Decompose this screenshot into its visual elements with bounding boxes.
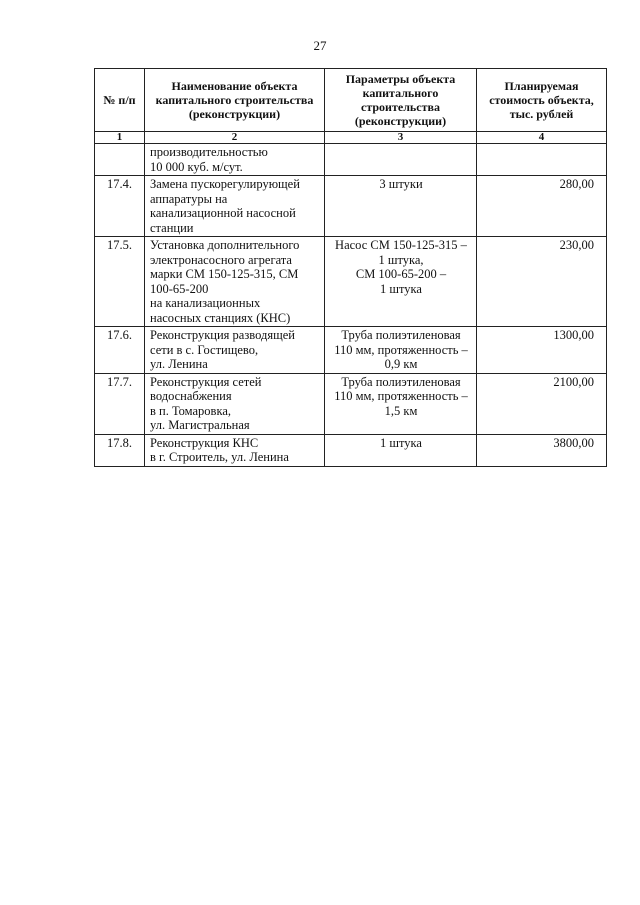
- row-number: 17.7.: [95, 373, 145, 434]
- object-name-line: сети в с. Гостищево,: [150, 342, 259, 357]
- object-parameter-line: Труба полиэтиленовая: [341, 374, 461, 389]
- object-name: [145, 373, 325, 434]
- object-parameter-line: СМ 100-65-200 –: [355, 267, 447, 281]
- column-number: 1: [95, 132, 145, 144]
- object-name: [145, 327, 325, 374]
- object-name-line: производительностью: [150, 145, 268, 159]
- object-name-line: электронасосного агрегата: [150, 252, 292, 267]
- object-name-line: насосных станциях (КНС): [150, 310, 291, 325]
- row-number: 17.8.: [95, 434, 145, 466]
- table-row: [95, 434, 607, 466]
- object-parameter-line: 0,9 км: [384, 357, 418, 371]
- object-name-line: в г. Строитель, ул. Ленина: [150, 450, 289, 464]
- object-parameter-line: Насос СМ 150-125-315 –: [335, 238, 467, 252]
- object-parameter-line: Труба полиэтиленовая: [341, 328, 461, 342]
- object-name-line: Реконструкция КНС: [150, 435, 259, 450]
- table-row: [95, 373, 607, 434]
- planned-cost: [477, 144, 607, 176]
- construction-objects-table: [94, 68, 607, 467]
- object-name-line: Установка дополнительного: [150, 238, 300, 252]
- table-header-row: [95, 69, 607, 132]
- row-number: 17.6.: [95, 327, 145, 374]
- object-parameter-line: 1,5 км: [384, 403, 418, 418]
- object-name-line: Реконструкция разводящей: [150, 328, 295, 342]
- table-row: [95, 144, 607, 176]
- page-number: 27: [313, 38, 327, 53]
- object-parameter-line: 1 штука: [380, 435, 422, 450]
- object-name-line: в п. Томаровка,: [150, 403, 232, 418]
- column-number-row: [95, 132, 607, 144]
- object-name-line: ул. Магистральная: [150, 418, 250, 432]
- column-number: 2: [145, 132, 325, 144]
- planned-cost: 1300,00: [477, 327, 607, 374]
- object-name-line: Реконструкция сетей: [150, 374, 262, 389]
- object-parameters: [325, 237, 477, 327]
- object-name-line: ул. Ленина: [150, 357, 208, 371]
- column-number: 4: [477, 132, 607, 144]
- row-number: 17.5.: [95, 237, 145, 327]
- table-row: [95, 176, 607, 237]
- header-planned-cost: Планируемая стоимость объекта, тыс. рублей: [477, 69, 607, 132]
- object-parameter-line: 3 штуки: [379, 177, 423, 191]
- object-parameter-line: 110 мм, протяженность –: [334, 389, 468, 403]
- table-body: [95, 69, 607, 467]
- table-row: [95, 327, 607, 374]
- object-name-line: канализационной насосной: [150, 206, 296, 220]
- object-parameters: [325, 176, 477, 237]
- object-name-line: 10 000 куб. м/сут.: [150, 159, 243, 174]
- header-object-name: Наименование объекта капитального строительства (реконструкции): [145, 69, 325, 132]
- object-name-line: Замена пускорегулирующей: [150, 177, 300, 191]
- row-number: [95, 144, 145, 176]
- object-name: [145, 237, 325, 327]
- header-object-parameters: Параметры объекта капитального строительства (реконструкции): [325, 69, 477, 132]
- planned-cost: 3800,00: [477, 434, 607, 466]
- table-row: [95, 237, 607, 327]
- object-parameters: [325, 434, 477, 466]
- object-name-line: аппаратуры на: [150, 191, 228, 206]
- row-number: 17.4.: [95, 176, 145, 237]
- object-name-line: марки СМ 150-125-315, СМ: [150, 267, 299, 281]
- planned-cost: 2100,00: [477, 373, 607, 434]
- object-parameters: [325, 373, 477, 434]
- planned-cost: 230,00: [477, 237, 607, 327]
- object-name-line: водоснабжения: [150, 389, 232, 403]
- object-name: [145, 434, 325, 466]
- header-number: № п/п: [95, 69, 145, 132]
- object-name-line: на канализационных: [150, 296, 261, 310]
- planned-cost: 280,00: [477, 176, 607, 237]
- object-name-line: станции: [150, 220, 194, 235]
- object-name: [145, 144, 325, 176]
- object-parameter-line: 110 мм, протяженность –: [334, 342, 468, 357]
- object-parameter-line: 1 штука: [380, 281, 422, 296]
- column-number: 3: [325, 132, 477, 144]
- object-name: [145, 176, 325, 237]
- object-parameter-line: 1 штука,: [378, 252, 424, 267]
- object-name-line: 100-65-200: [150, 281, 209, 296]
- object-parameters: [325, 327, 477, 374]
- object-parameters: [325, 144, 477, 176]
